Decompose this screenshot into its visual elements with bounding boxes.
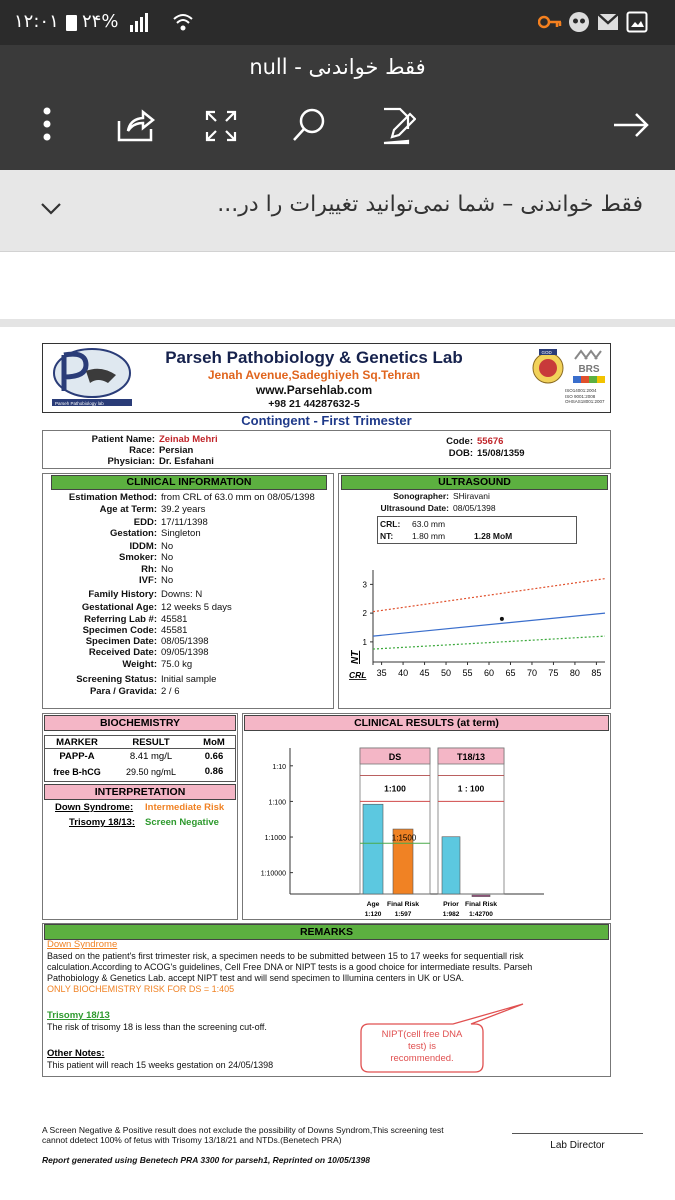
iso-line: OHSAS18001:2007 <box>565 399 605 404</box>
nt-crl-chart <box>343 550 608 700</box>
marker-column-header: MARKER <box>45 737 109 749</box>
result-cell: 8.41 mg/L <box>129 751 173 762</box>
battery-level: ۲۴% <box>82 11 119 32</box>
clinical-row-value: Initial sample <box>161 674 217 685</box>
x-tick-label: 80 <box>569 668 580 678</box>
clinical-row-label: Rh: <box>141 564 157 575</box>
signature-line <box>512 1133 643 1134</box>
nipt-callout <box>355 1002 555 1078</box>
clinical-row-value: 45581 <box>161 625 188 636</box>
marker-cell: free B-hCG <box>53 767 101 777</box>
biochemistry-heading: BIOCHEMISTRY <box>44 715 236 731</box>
physician-value: Dr. Esfahani <box>159 456 214 467</box>
signal-icon <box>130 13 156 33</box>
risk-bar-value: 1:597 <box>394 911 412 918</box>
trisomy-risk: Screen Negative <box>145 817 219 828</box>
risk-bar-value: 1:42700 <box>469 911 493 918</box>
down-syndrome-label: Down Syndrome: <box>55 802 134 813</box>
read-only-banner[interactable] <box>0 170 675 252</box>
clinical-row-value: 2 / 6 <box>161 686 180 697</box>
x-tick-label: 75 <box>548 668 559 678</box>
seal-text: GOD <box>541 350 552 356</box>
clinical-row-label: Received Date: <box>88 647 157 658</box>
clinical-row-value: Singleton <box>161 528 201 539</box>
cutoff-label: 1 : 100 <box>457 783 485 794</box>
report-title: Contingent - First Trimester <box>241 413 412 428</box>
series-line-lower <box>373 636 605 649</box>
risk-bar-chart <box>244 734 609 918</box>
crl-value: 63.0 mm <box>412 519 446 529</box>
risk-tick-label: 1:1000 <box>264 835 286 843</box>
race-label: Race: <box>129 445 155 456</box>
clinical-row-value: No <box>161 564 174 575</box>
risk-tick-label: 1:10 <box>272 763 286 771</box>
clinical-row-value: 09/05/1398 <box>161 647 209 658</box>
status-bar <box>0 0 675 45</box>
x-tick-label: 60 <box>483 668 495 678</box>
share-icon[interactable] <box>116 107 156 143</box>
series-line-median <box>373 613 605 636</box>
annotation-label: 1:1500 <box>391 833 417 843</box>
clinical-row-label: Referring Lab #: <box>84 614 157 625</box>
x-tick-label: 50 <box>441 668 452 678</box>
iso-list <box>565 388 610 405</box>
x-tick-label: 70 <box>526 668 537 678</box>
y-tick-label: 1 <box>362 637 367 647</box>
risk-bar-value: 1:120 <box>364 911 382 918</box>
clinical-row-label: Specimen Date: <box>85 636 157 647</box>
biochemistry-box <box>42 713 238 920</box>
ultrasound-date-value: 08/05/1398 <box>453 503 496 513</box>
remarks-down-title: Down Syndrome <box>47 939 118 950</box>
code-label: Code: <box>446 436 473 447</box>
series-line-upper <box>373 579 605 612</box>
lab-director-label: Lab Director <box>550 1140 605 1151</box>
disclaimer-line: A Screen Negative & Positive result does not exclude the possibility of Downs Syndrom,This screening test <box>42 1125 444 1135</box>
forward-arrow-icon[interactable] <box>612 111 650 139</box>
y-tick-label: 3 <box>362 580 367 590</box>
biochemistry-only-risk: ONLY BIOCHEMISTRY RISK FOR DS = 1:405 <box>47 984 235 994</box>
clinical-row-label: IDDM: <box>129 541 157 552</box>
lab-name: Parseh Pathobiology & Genetics Lab <box>165 348 463 367</box>
risk-tick-label: 1:10000 <box>260 870 286 878</box>
disclaimer-line: cannot ddetect 100% of fetus with Trisomy 13/18/21 and NTDs.(Benetech PRA) <box>42 1135 342 1145</box>
x-tick-label: 35 <box>376 668 387 678</box>
remarks-heading: REMARKS <box>44 924 609 940</box>
battery-icon <box>66 15 77 31</box>
callout-line: NIPT(cell free DNA <box>381 1029 463 1040</box>
clinical-row-value: No <box>161 552 174 563</box>
risk-bar-name: Final Risk <box>464 901 498 908</box>
callout-line: recommended. <box>390 1053 454 1064</box>
patient-name-label: Patient Name: <box>91 434 155 445</box>
patient-name: Zeinab Mehri <box>159 434 218 445</box>
clinical-results-box <box>242 713 611 920</box>
clinical-results-heading: CLINICAL RESULTS (at term) <box>244 715 609 731</box>
sonographer-value: SHiravani <box>453 491 490 501</box>
other-notes-title: Other Notes: <box>47 1048 105 1059</box>
remarks-line: calculation.According to ACOG's guidelines, Cell Free DNA or NIPT tests is a good choice for intermediate results. Parseh <box>47 962 533 972</box>
chevron-down-icon[interactable] <box>40 202 62 216</box>
result-column-header: RESULT <box>109 737 193 749</box>
other-notes-text: This patient will reach 15 weeks gestation on 24/05/1398 <box>47 1060 274 1070</box>
y-axis-label: NT <box>350 650 361 664</box>
page-divider <box>0 319 675 327</box>
document-title: null - فقط خواندنی <box>249 55 426 79</box>
remarks-box <box>42 923 611 1077</box>
callout-line: test) is <box>408 1041 436 1052</box>
crl-label: CRL: <box>380 519 401 529</box>
clinical-row-label: Weight: <box>122 659 157 670</box>
down-syndrome-risk: Intermediate Risk <box>145 802 225 813</box>
race-value: Persian <box>159 445 194 456</box>
sonographer-label: Sonographer: <box>393 491 449 501</box>
gmail-icon <box>597 13 619 31</box>
clinical-row-value: No <box>161 575 174 586</box>
risk-tick-label: 1:100 <box>268 799 286 807</box>
mom-column-header: MoM <box>193 737 235 749</box>
clinical-row-label: Gestation: <box>110 528 157 539</box>
clinical-row-label: IVF: <box>139 575 157 586</box>
brs-label: BRS <box>578 364 600 375</box>
edit-icon[interactable] <box>380 107 416 145</box>
risk-bar <box>442 837 460 894</box>
clinical-row-value: Downs: N <box>161 589 203 600</box>
mom-cell: 0.66 <box>204 751 224 762</box>
clinical-row-label: Para / Gravida: <box>89 686 157 697</box>
result-cell: 29.50 ng/mL <box>125 767 177 777</box>
risk-bar-value: 1:982 <box>442 911 460 918</box>
marker-cell: PAPP-A <box>59 751 95 762</box>
key-icon <box>538 14 562 30</box>
app-bar <box>0 45 675 170</box>
x-tick-label: 85 <box>591 668 602 678</box>
remarks-line: Based on the patient's first trimester risk, a specimen needs to be submitted between 15 to 17 weeks for sequentiall risk <box>47 951 524 961</box>
clinical-row-label: Age at Term: <box>99 504 157 515</box>
clinical-row-value: 45581 <box>161 614 188 625</box>
clinical-info-heading: CLINICAL INFORMATION <box>51 475 327 490</box>
clinical-row-value: 08/05/1398 <box>161 636 209 647</box>
clinical-row-label: Specimen Code: <box>82 625 157 636</box>
x-tick-label: 65 <box>505 668 516 678</box>
lab-phone: +98 21 44287632-5 <box>268 398 360 410</box>
remarks-line: Pathobiology & Genetics Lab. accept NIPT test and will send specimen to Illumina centers in UK or USA. <box>47 973 465 983</box>
interpretation-heading: INTERPRETATION <box>44 784 236 800</box>
clinical-row-value: 39.2 years <box>161 504 206 515</box>
fullscreen-icon[interactable] <box>204 109 238 143</box>
x-tick-label: 40 <box>398 668 409 678</box>
clinical-row-label: Family History: <box>88 589 157 600</box>
remarks-trisomy-title: Trisomy 18/13 <box>47 1010 110 1021</box>
risk-group-label: DS <box>388 752 402 762</box>
clinical-info-box <box>42 473 334 709</box>
clinical-row-value: 17/11/1398 <box>161 517 208 528</box>
lab-address: Jenah Avenue,Sadeghiyeh Sq.Tehran <box>207 368 421 382</box>
read-only-message: فقط خواندنی – شما نمی‌توانید تغییرات را در... <box>217 192 643 217</box>
report-page[interactable] <box>0 327 675 1200</box>
risk-group-label: T18/13 <box>456 752 486 762</box>
dob-label: DOB: <box>448 448 473 459</box>
nt-mom: 1.28 MoM <box>474 531 513 541</box>
clinical-row-value: No <box>161 541 174 552</box>
patient-box <box>42 430 611 469</box>
physician-label: Physician: <box>107 456 155 467</box>
ultrasound-box <box>338 473 611 709</box>
trisomy-label: Trisomy 18/13: <box>69 817 136 828</box>
search-icon[interactable] <box>292 107 328 143</box>
logo-caption: Parseh Pathobiology lab <box>55 401 104 406</box>
dob-value: 15/08/1359 <box>477 448 525 459</box>
risk-bar-name: Prior <box>443 901 459 908</box>
marker-table <box>44 735 236 782</box>
risk-bar-name: Age <box>366 901 380 908</box>
clinical-row-label: Estimation Method: <box>68 492 157 503</box>
patient-nt-point <box>500 617 504 621</box>
risk-bar-name: Final Risk <box>386 901 420 908</box>
ultrasound-heading: ULTRASOUND <box>341 475 608 490</box>
app-notification-icon <box>568 11 590 33</box>
clinical-row-label: Gestational Age: <box>81 602 157 613</box>
image-icon <box>626 11 648 33</box>
nt-value: 1.80 mm <box>412 531 446 541</box>
ultrasound-date-label: Ultrasound Date: <box>380 503 449 513</box>
code-value: 55676 <box>477 436 504 447</box>
brs-badge <box>569 346 609 376</box>
accreditation-seal-icon <box>531 348 565 388</box>
lab-logo <box>46 347 138 407</box>
lab-website: www.Parsehlab.com <box>255 383 373 397</box>
risk-bar <box>363 804 383 894</box>
iso-line: ISO14001:2004 <box>565 388 597 393</box>
wifi-icon <box>172 11 194 33</box>
clinical-row-value: from CRL of 63.0 mm on 08/05/1398 <box>161 492 315 503</box>
x-tick-label: 55 <box>462 668 473 678</box>
clinical-row-label: Screening Status: <box>76 674 157 685</box>
remarks-trisomy-text: The risk of trisomy 18 is less than the screening cut-off. <box>47 1022 267 1032</box>
x-axis-label: CRL <box>349 670 367 680</box>
report-header <box>42 343 611 413</box>
mom-cell: 0.86 <box>204 766 224 777</box>
nt-label: NT: <box>380 531 394 541</box>
clinical-row-value: 75.0 kg <box>161 659 193 670</box>
risk-bar <box>472 895 490 897</box>
y-tick-label: 2 <box>362 609 367 619</box>
status-time: ۱۲:۰۱ <box>14 11 59 32</box>
more-options-icon[interactable] <box>40 107 54 141</box>
measurement-box <box>377 516 577 544</box>
x-tick-label: 45 <box>419 668 430 678</box>
spacer <box>0 252 675 322</box>
clinical-row-value: 12 weeks 5 days <box>161 602 232 613</box>
iso-line: ISO 9001:2008 <box>565 393 596 399</box>
cutoff-label: 1:100 <box>384 783 406 794</box>
clinical-row-label: EDD: <box>133 517 157 528</box>
report-generated-note: Report generated using Benetech PRA 3300 for parseh1, Reprinted on 10/05/1398 <box>42 1155 370 1165</box>
clinical-row-label: Smoker: <box>118 552 157 563</box>
